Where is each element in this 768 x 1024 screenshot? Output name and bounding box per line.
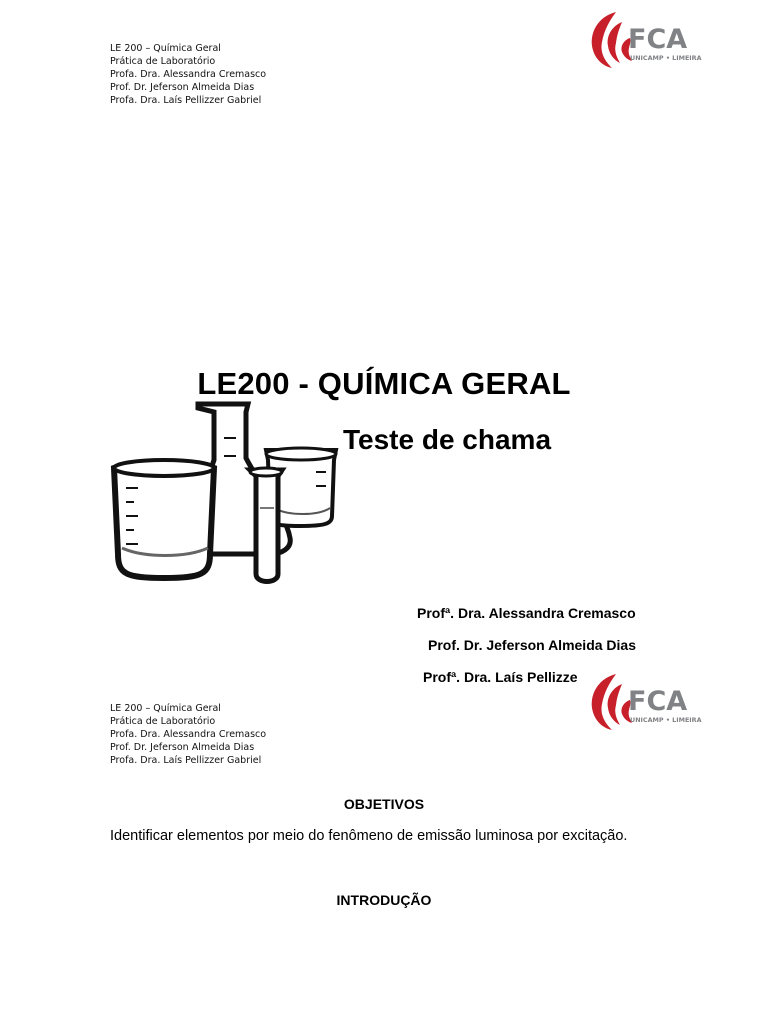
practice-line: Prática de Laboratório xyxy=(110,56,216,67)
course-line: LE 200 – Química Geral xyxy=(110,43,221,54)
logo-subtext: UNICAMP • LIMEIRA xyxy=(630,716,702,724)
header-block-second xyxy=(110,702,266,767)
subtitle: Teste de chama xyxy=(343,424,552,455)
fca-logo-second xyxy=(586,670,710,732)
objectives-text: Identificar elementos por meio do fenômeno de emissão luminosa por excitação. xyxy=(110,828,628,844)
logo-subtext: UNICAMP • LIMEIRA xyxy=(630,54,702,62)
glassware-illustration xyxy=(110,398,345,588)
fca-logo xyxy=(586,8,710,70)
logo-text: FCA xyxy=(628,686,688,717)
course-line: LE 200 – Química Geral xyxy=(110,703,221,714)
professor-line-3: Profa. Dra. Laís Pellizzer Gabriel xyxy=(110,95,262,106)
cover-professor-3: Profª. Dra. Laís Pellizze xyxy=(423,669,578,685)
header-block-top xyxy=(110,42,266,107)
professor-line-1: Profa. Dra. Alessandra Cremasco xyxy=(110,729,267,740)
professor-line-2: Prof. Dr. Jeferson Almeida Dias xyxy=(110,742,255,753)
professor-line-3: Profa. Dra. Laís Pellizzer Gabriel xyxy=(110,755,262,766)
cover-professor-2: Prof. Dr. Jeferson Almeida Dias xyxy=(428,637,636,653)
objectives-heading: OBJETIVOS xyxy=(343,796,425,812)
professor-line-1: Profa. Dra. Alessandra Cremasco xyxy=(110,69,267,80)
professor-line-2: Prof. Dr. Jeferson Almeida Dias xyxy=(110,82,255,93)
cover-professor-1: Profª. Dra. Alessandra Cremasco xyxy=(417,605,636,621)
introduction-heading: INTRODUÇÃO xyxy=(336,892,432,908)
logo-text: FCA xyxy=(628,24,688,55)
main-title: LE200 - QUÍMICA GERAL xyxy=(197,366,571,401)
practice-line: Prática de Laboratório xyxy=(110,716,216,727)
